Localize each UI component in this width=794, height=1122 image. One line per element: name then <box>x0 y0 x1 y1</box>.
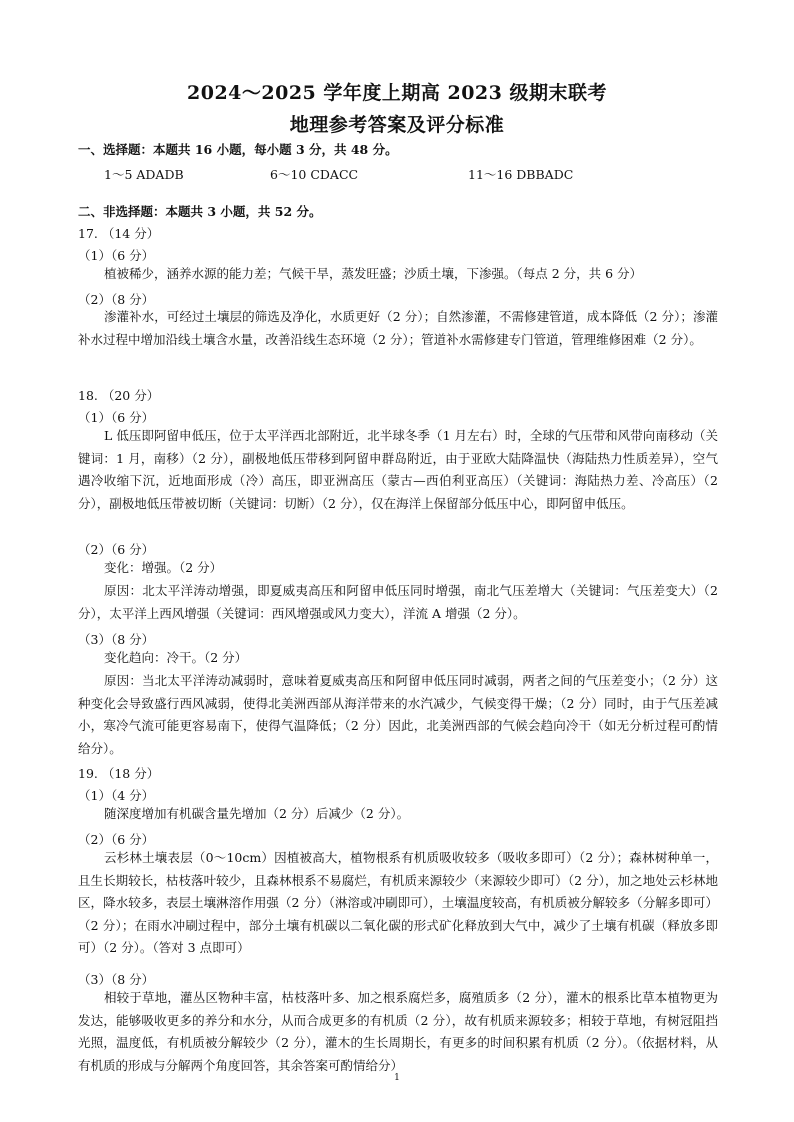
q18-part1-label: （1）（6 分） <box>78 410 155 425</box>
q17-part2-label: （2）（8 分） <box>78 292 155 307</box>
q17-part2-answer: 渗灌补水，可经过土壤层的筛选及净化，水质更好（2 分）；自然渗灌，不需修建管道，成本降低（2 分）；渗灌补水过程中增加沿线土壤含水量，改善沿线生态环境（2 分）；管道补水需修建专门管道，管理维修困难（2 分）。 <box>78 309 718 347</box>
mcq-answers-1-5: 1～5 ADADB <box>104 167 184 182</box>
q17-part1-label: （1）（6 分） <box>78 248 155 263</box>
q19-part3-answer: 相较于草地，灌丛区物种丰富，枯枝落叶多、加之根系腐烂多，腐殖质多（2 分），灌木的根系比草本植物更为发达，能够吸收更多的养分和水分，从而合成更多的有机质（2 分），故有机质来源较多；相较于草地，有树冠阻挡光照，温度低，有机质被分解较少（2 分），灌木的生长周期长，有更多的时间积累有机质（2 分）。（依据材料，从有机质的形成与分解两个角度回答，其余答案可酌情给分） <box>78 990 718 1073</box>
section1-heading: 一、选择题：本题共 16 小题，每小题 3 分，共 48 分。 <box>78 142 398 157</box>
section2-heading: 二、非选择题：本题共 3 小题，共 52 分。 <box>78 204 322 219</box>
q18-part3-change: 变化趋向：冷干。（2 分） <box>104 650 248 665</box>
q18-part2-label: （2）（6 分） <box>78 542 155 557</box>
q18-part3-reason: 原因：当北太平洋涛动减弱时，意味着夏威夷高压和阿留申低压同时减弱，两者之间的气压差变小；（2 分）这种变化会导致盛行西风减弱，使得北美洲西部从海洋带来的水汽减少，气候变得干燥；（2 分）同时，由于气压差减小，寒冷气流可能更容易南下，使得气温降低；（2 分）因此，北美洲西部的气候会趋向冷干（如无分析过程可酌情给分）。 <box>78 673 718 756</box>
q17-part1-answer: 植被稀少，涵养水源的能力差；气候干旱，蒸发旺盛；沙质土壤，下渗强。（每点 2 分，共 6 分） <box>104 266 643 281</box>
q18-label: 18. （20 分） <box>78 388 160 403</box>
mcq-answers-11-16: 11～16 DBBADC <box>468 167 574 182</box>
q19-label: 19. （18 分） <box>78 766 160 781</box>
q19-part3-label: （3）（8 分） <box>78 972 155 987</box>
q19-part1-answer: 随深度增加有机碳含量先增加（2 分）后减少（2 分）。 <box>104 806 410 821</box>
exam-subtitle: 地理参考答案及评分标准 <box>289 114 505 136</box>
q18-part3-label: （3）（8 分） <box>78 632 155 647</box>
q18-part2-change: 变化：增强。（2 分） <box>104 560 223 575</box>
page-number: 1 <box>394 1073 400 1083</box>
q18-part2-reason: 原因：北太平洋涛动增强，即夏威夷高压和阿留申低压同时增强，南北气压差增大（关键词：气压差变大）（2 分），太平洋上西风增强（关键词：西风增强或风力变大），洋流 A 增强（2 分）。 <box>78 583 718 621</box>
q19-part2-answer: 云杉林土壤表层（0～10cm）因植被高大，植物根系有机质吸收较多（吸收多即可）（2 分）；森林树种单一，且生长期较长，枯枝落叶较少，且森林根系不易腐烂，有机质来源较少（来源较少即可）（2 分），加之地处云杉林地区，降水较多，表层土壤淋溶作用强（2 分）（淋溶或冲刷即可），土壤温度较高，有机质被分解较多（分解多即可）（2 分）；在雨水冲刷过程中，部分土壤有机碳以二氧化碳的形式矿化释放到大气中，减少了土壤有机碳（释放多即可）（2 分）。（答对 3 点即可） <box>78 850 718 955</box>
mcq-answers-6-10: 6～10 CDACC <box>270 167 359 182</box>
q19-part2-label: （2）（6 分） <box>78 832 155 847</box>
exam-title: 2024～2025 学年度上期高 2023 级期末联考 <box>187 82 607 104</box>
q19-part1-label: （1）（4 分） <box>78 788 155 803</box>
q18-part1-answer: L 低压即阿留申低压，位于太平洋西北部附近，北半球冬季（1 月左右）时，全球的气压带和风带向南移动（关键词：1 月，南移）（2 分），副极地低压带移到阿留申群岛附近，由于亚欧大陆降温快（海陆热力性质差异），空气遇冷收缩下沉，近地面形成（冷）高压，即亚洲高压（蒙古—西伯利亚高压）（关键词：海陆热力差、冷高压）（2 分），副极地低压带被切断（关键词：切断）（2 分），仅在海洋上保留部分低压中心，即阿留申低压。 <box>78 428 718 511</box>
q17-label: 17. （14 分） <box>78 226 160 241</box>
